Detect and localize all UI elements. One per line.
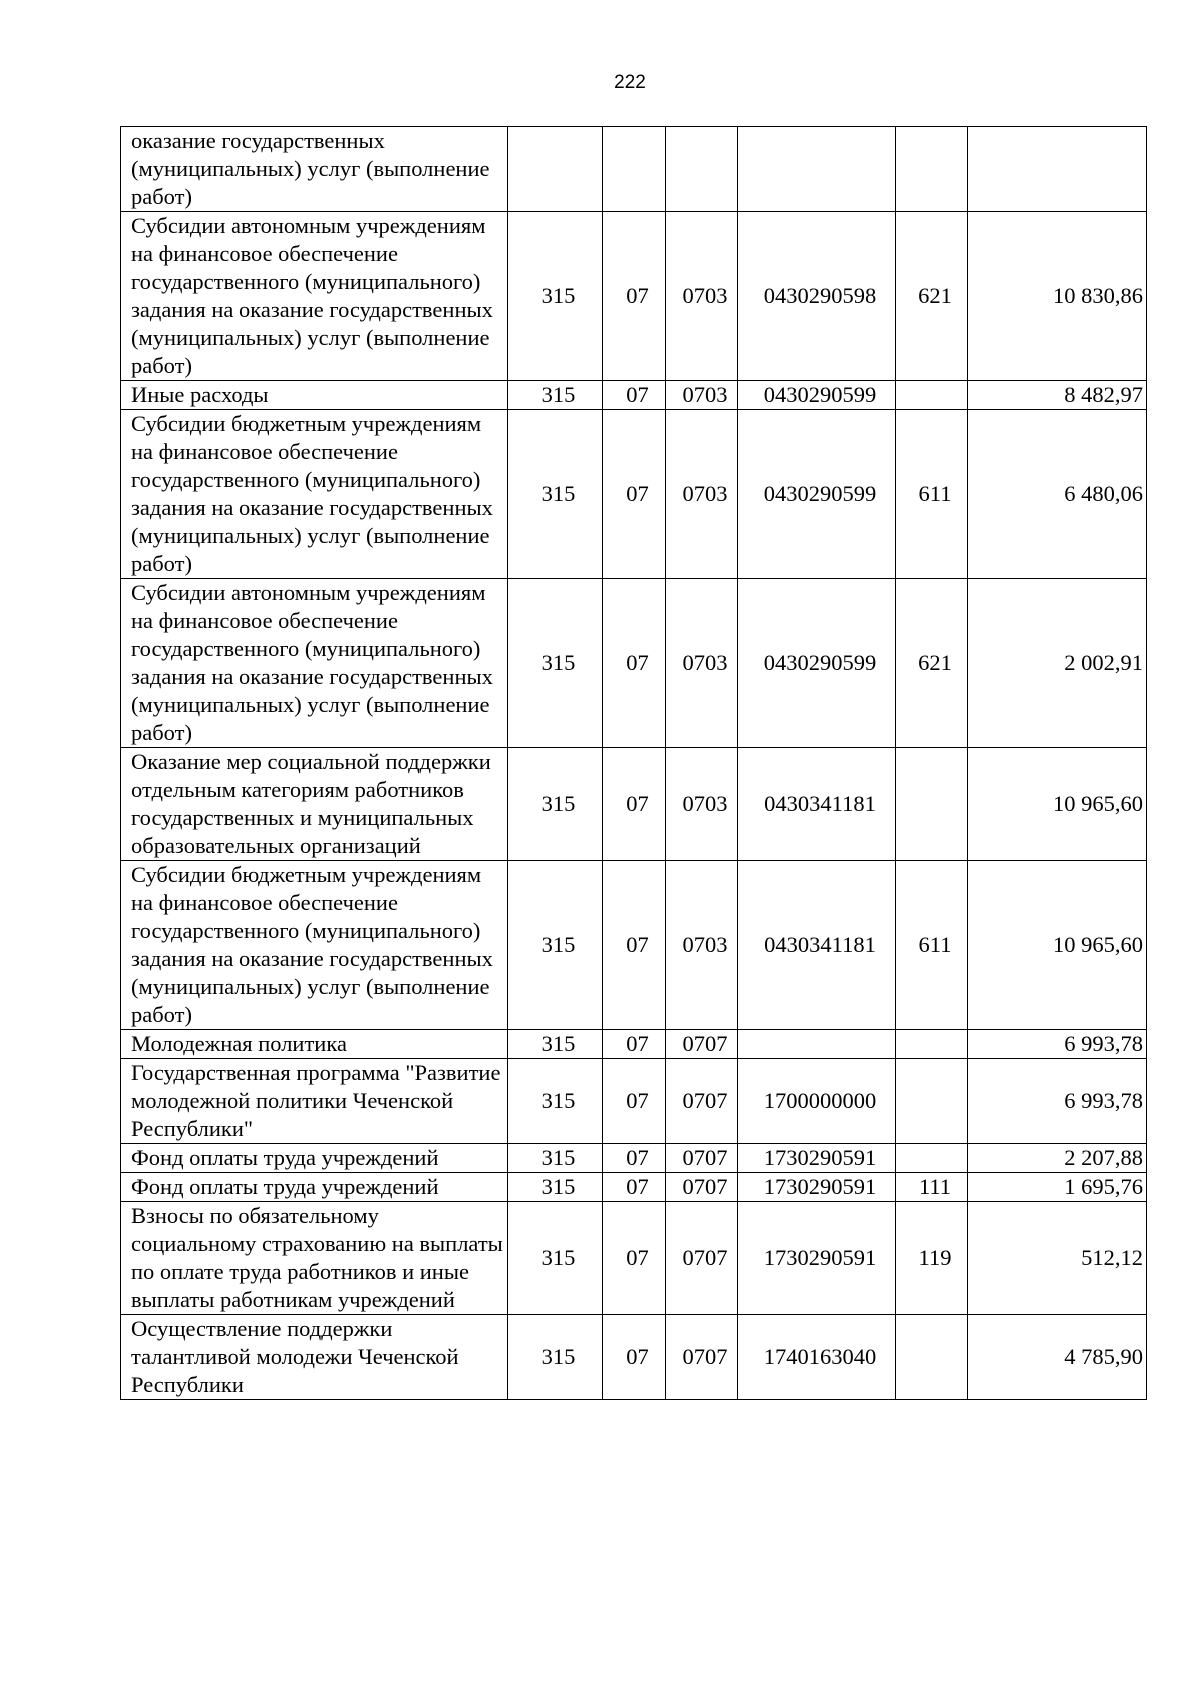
row-sum: 2 002,91 xyxy=(968,579,1147,748)
row-prz: 0703 xyxy=(666,748,738,861)
row-prz: 0707 xyxy=(666,1202,738,1315)
row-csr: 0430290599 xyxy=(738,410,896,579)
table-row xyxy=(121,1059,1147,1144)
row-vr xyxy=(896,1144,968,1173)
row-name: Субсидии автономным учреждениям на финансовое обеспечение государственного (муниципального) задания на оказание государственных (муниципальных) услуг (выполнение работ) xyxy=(121,579,508,748)
row-csr: 1740163040 xyxy=(738,1315,896,1400)
row-gr: 315 xyxy=(508,1059,603,1144)
row-csr: 1730290591 xyxy=(738,1202,896,1315)
row-rz xyxy=(603,127,666,212)
row-csr xyxy=(738,1030,896,1059)
row-sum: 4 785,90 xyxy=(968,1315,1147,1400)
row-csr: 0430290599 xyxy=(738,579,896,748)
row-csr: 0430290599 xyxy=(738,381,896,410)
row-prz: 0703 xyxy=(666,212,738,381)
row-prz: 0707 xyxy=(666,1059,738,1144)
row-gr xyxy=(508,127,603,212)
row-gr: 315 xyxy=(508,748,603,861)
row-vr: 611 xyxy=(896,410,968,579)
row-name: Осуществление поддержки талантливой молодежи Чеченской Республики xyxy=(121,1315,508,1400)
row-rz: 07 xyxy=(603,1030,666,1059)
row-name: Взносы по обязательному социальному страхованию на выплаты по оплате труда работников и иные выплаты работникам учреждений xyxy=(121,1202,508,1315)
row-rz: 07 xyxy=(603,381,666,410)
table-row xyxy=(121,579,1147,748)
row-name: Субсидии бюджетным учреждениям на финансовое обеспечение государственного (муниципального) задания на оказание государственных (муниципальных) услуг (выполнение работ) xyxy=(121,861,508,1030)
row-gr: 315 xyxy=(508,861,603,1030)
row-rz: 07 xyxy=(603,410,666,579)
row-rz: 07 xyxy=(603,1315,666,1400)
table-row xyxy=(121,1144,1147,1173)
row-prz: 0703 xyxy=(666,861,738,1030)
row-sum: 10 965,60 xyxy=(968,748,1147,861)
row-rz: 07 xyxy=(603,1144,666,1173)
row-vr: 621 xyxy=(896,212,968,381)
table-row xyxy=(121,381,1147,410)
row-rz: 07 xyxy=(603,579,666,748)
row-vr xyxy=(896,381,968,410)
table-row xyxy=(121,1173,1147,1202)
table-row xyxy=(121,212,1147,381)
row-prz: 0707 xyxy=(666,1315,738,1400)
row-name: Иные расходы xyxy=(121,381,508,410)
row-csr: 1730290591 xyxy=(738,1173,896,1202)
row-rz: 07 xyxy=(603,212,666,381)
row-name: Оказание мер социальной поддержки отдельным категориям работников государственных и муниципальных образовательных организаций xyxy=(121,748,508,861)
row-prz: 0707 xyxy=(666,1030,738,1059)
row-vr xyxy=(896,1315,968,1400)
table-row xyxy=(121,748,1147,861)
row-csr: 0430290598 xyxy=(738,212,896,381)
row-gr: 315 xyxy=(508,579,603,748)
row-name: Субсидии автономным учреждениям на финансовое обеспечение государственного (муниципального) задания на оказание государственных (муниципальных) услуг (выполнение работ) xyxy=(121,212,508,381)
row-prz: 0707 xyxy=(666,1144,738,1173)
row-vr: 611 xyxy=(896,861,968,1030)
row-rz: 07 xyxy=(603,1202,666,1315)
row-vr: 111 xyxy=(896,1173,968,1202)
row-gr: 315 xyxy=(508,1030,603,1059)
row-sum: 1 695,76 xyxy=(968,1173,1147,1202)
table-row xyxy=(121,127,1147,212)
budget-table xyxy=(120,126,1147,1400)
row-gr: 315 xyxy=(508,410,603,579)
row-gr: 315 xyxy=(508,1144,603,1173)
row-prz xyxy=(666,127,738,212)
row-sum: 10 830,86 xyxy=(968,212,1147,381)
page-number: 222 xyxy=(614,72,646,93)
row-sum: 10 965,60 xyxy=(968,861,1147,1030)
table-row xyxy=(121,861,1147,1030)
row-csr: 1730290591 xyxy=(738,1144,896,1173)
row-rz: 07 xyxy=(603,861,666,1030)
row-gr: 315 xyxy=(508,381,603,410)
row-vr xyxy=(896,1030,968,1059)
row-rz: 07 xyxy=(603,1059,666,1144)
row-vr xyxy=(896,748,968,861)
table-row xyxy=(121,1030,1147,1059)
row-vr: 119 xyxy=(896,1202,968,1315)
table-row xyxy=(121,1315,1147,1400)
row-name: Молодежная политика xyxy=(121,1030,508,1059)
row-gr: 315 xyxy=(508,1173,603,1202)
row-name: Субсидии бюджетным учреждениям на финансовое обеспечение государственного (муниципального) задания на оказание государственных (муниципальных) услуг (выполнение работ) xyxy=(121,410,508,579)
row-name: Фонд оплаты труда учреждений xyxy=(121,1144,508,1173)
table-row xyxy=(121,410,1147,579)
row-gr: 315 xyxy=(508,1315,603,1400)
row-gr: 315 xyxy=(508,1202,603,1315)
row-sum: 6 480,06 xyxy=(968,410,1147,579)
row-sum: 6 993,78 xyxy=(968,1059,1147,1144)
row-rz: 07 xyxy=(603,748,666,861)
row-sum xyxy=(968,127,1147,212)
row-sum: 512,12 xyxy=(968,1202,1147,1315)
row-name: Государственная программа "Развитие молодежной политики Чеченской Республики" xyxy=(121,1059,508,1144)
row-sum: 2 207,88 xyxy=(968,1144,1147,1173)
row-sum: 6 993,78 xyxy=(968,1030,1147,1059)
row-csr: 0430341181 xyxy=(738,861,896,1030)
row-prz: 0707 xyxy=(666,1173,738,1202)
row-rz: 07 xyxy=(603,1173,666,1202)
row-vr: 621 xyxy=(896,579,968,748)
row-csr: 0430341181 xyxy=(738,748,896,861)
row-sum: 8 482,97 xyxy=(968,381,1147,410)
row-prz: 0703 xyxy=(666,381,738,410)
row-csr: 1700000000 xyxy=(738,1059,896,1144)
table-row xyxy=(121,1202,1147,1315)
row-prz: 0703 xyxy=(666,579,738,748)
row-csr xyxy=(738,127,896,212)
row-name: оказание государственных (муниципальных) услуг (выполнение работ) xyxy=(121,127,508,212)
row-vr xyxy=(896,127,968,212)
row-gr: 315 xyxy=(508,212,603,381)
row-vr xyxy=(896,1059,968,1144)
row-prz: 0703 xyxy=(666,410,738,579)
row-name: Фонд оплаты труда учреждений xyxy=(121,1173,508,1202)
